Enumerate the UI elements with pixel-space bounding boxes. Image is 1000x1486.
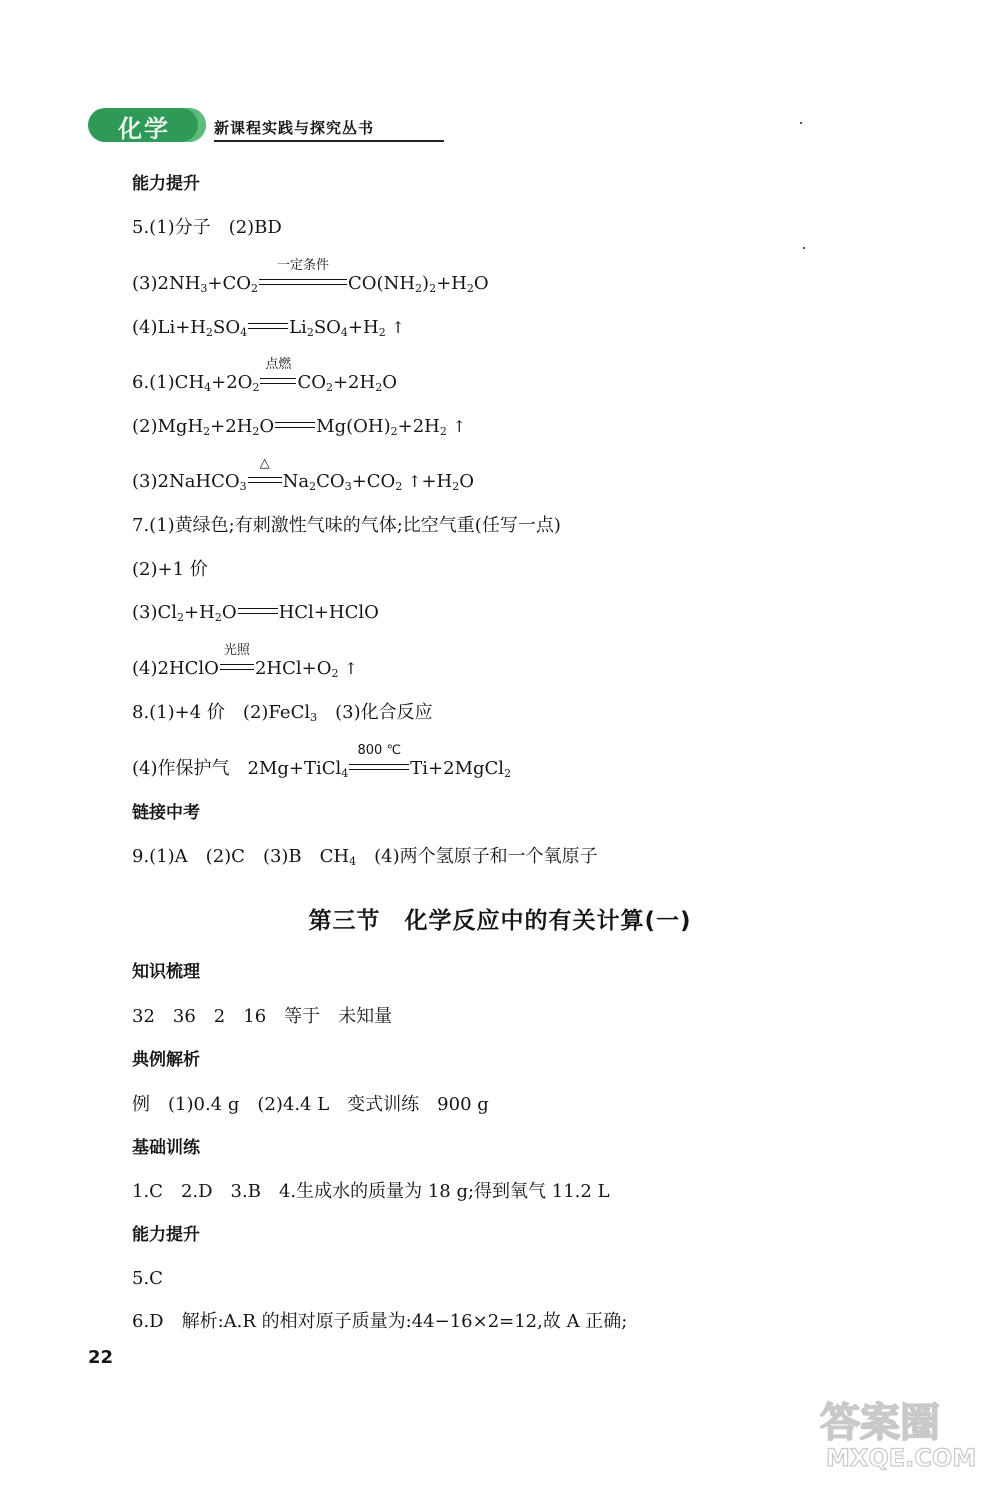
answer-5-4: $(4)Li+H_2SO_4$ $Li_2SO_4+H_2$ ↑ — [132, 317, 405, 339]
page-number: 22 — [88, 1347, 114, 1368]
gas-arrow-icon: ↑ — [391, 318, 405, 337]
equals-sign — [238, 604, 278, 622]
subject-badge — [88, 108, 206, 142]
section-heading-knowledge: 知识梳理 — [132, 962, 200, 982]
speck — [803, 247, 805, 249]
knowledge-answers: 32 36 2 16 等于 未知量 — [132, 1006, 393, 1027]
answer-6-3: (3)2NaHCO$_3$ △ $Na_2CO_3+CO_2$ $↑+H_2O$ — [132, 456, 474, 493]
answer-6-1: $6.(1)CH_4+2O_2$ 点燃 $CO_2+2H_2O$ — [132, 357, 397, 394]
reaction-condition: 一定条件 — [259, 275, 347, 293]
series-title: 新课程实践与探究丛书 — [214, 119, 375, 137]
basic-answers: 1.C 2.D 3.B 4.生成水的质量为 18 g;得到氧气 11.2 L — [132, 1181, 610, 1202]
header-underline — [214, 140, 444, 142]
gas-arrow-icon: ↑ — [452, 417, 466, 436]
answer-8-4: (4)作保护气 2Mg+TiCl$_4$ 800 ℃ Ti+2MgCl$_2$ — [132, 743, 512, 780]
section-heading-ability: 能力提升 — [132, 174, 200, 194]
watermark-top: 答案圈 — [820, 1400, 940, 1446]
reaction-condition: 光照 — [220, 660, 254, 678]
reaction-condition: 点燃 — [260, 374, 296, 392]
answer-7-3: $(3)Cl_2+H_2O$ HCl+HClO — [132, 602, 379, 624]
answer-6-2: $(2)MgH_2+2H_2O$ $Mg(OH)_2+2H_2$ ↑ — [132, 416, 466, 438]
subject-label: 化学 — [118, 115, 170, 143]
section-heading-ability-2: 能力提升 — [132, 1225, 200, 1245]
reaction-condition: 800 ℃ — [349, 760, 409, 778]
gas-arrow-icon: ↑ — [344, 659, 358, 678]
watermark-logo — [812, 1392, 988, 1472]
answer-5-1: 5.(1)分子 (2)BD — [132, 217, 282, 238]
answer-9: 9.(1)A (2)C (3)B $CH_4$ (4)两个氢原子和一个氧原子 — [132, 846, 598, 868]
gas-arrow-icon: ↑ — [408, 472, 422, 491]
equals-sign — [275, 418, 315, 436]
watermark-bottom: MXQE.COM — [826, 1444, 977, 1472]
section-heading-examples: 典例解析 — [132, 1050, 200, 1070]
reaction-condition: △ — [248, 473, 282, 491]
answer-7-2: (2)+1 价 — [132, 559, 208, 580]
speck — [800, 122, 802, 124]
section-title: 第三节 化学反应中的有关计算(一) — [308, 908, 692, 934]
answer-5c: 5.C — [132, 1268, 163, 1289]
answer-6d: 6.D 解析:A.R 的相对原子质量为:44−16×2=12,故 A 正确; — [132, 1311, 628, 1332]
answer-7-4: (4)2HClO 光照 $2HCl+O_2$ ↑ — [132, 643, 358, 680]
example-answers: 例 (1)0.4 g (2)4.4 L 变式训练 900 g — [132, 1094, 489, 1115]
answer-7-1: 7.(1)黄绿色;有刺激性气味的气体;比空气重(任写一点) — [132, 515, 561, 536]
equals-sign — [248, 319, 288, 337]
section-heading-link: 链接中考 — [132, 803, 200, 823]
answer-5-3: $(3)2NH_3+CO_2$ 一定条件 $CO(NH_2)_2+H_2O$ — [132, 258, 489, 295]
section-heading-basic: 基础训练 — [132, 1138, 200, 1158]
answer-8-1: 8.(1)+4 价 (2)FeCl$_3$ (3)化合反应 — [132, 702, 433, 724]
